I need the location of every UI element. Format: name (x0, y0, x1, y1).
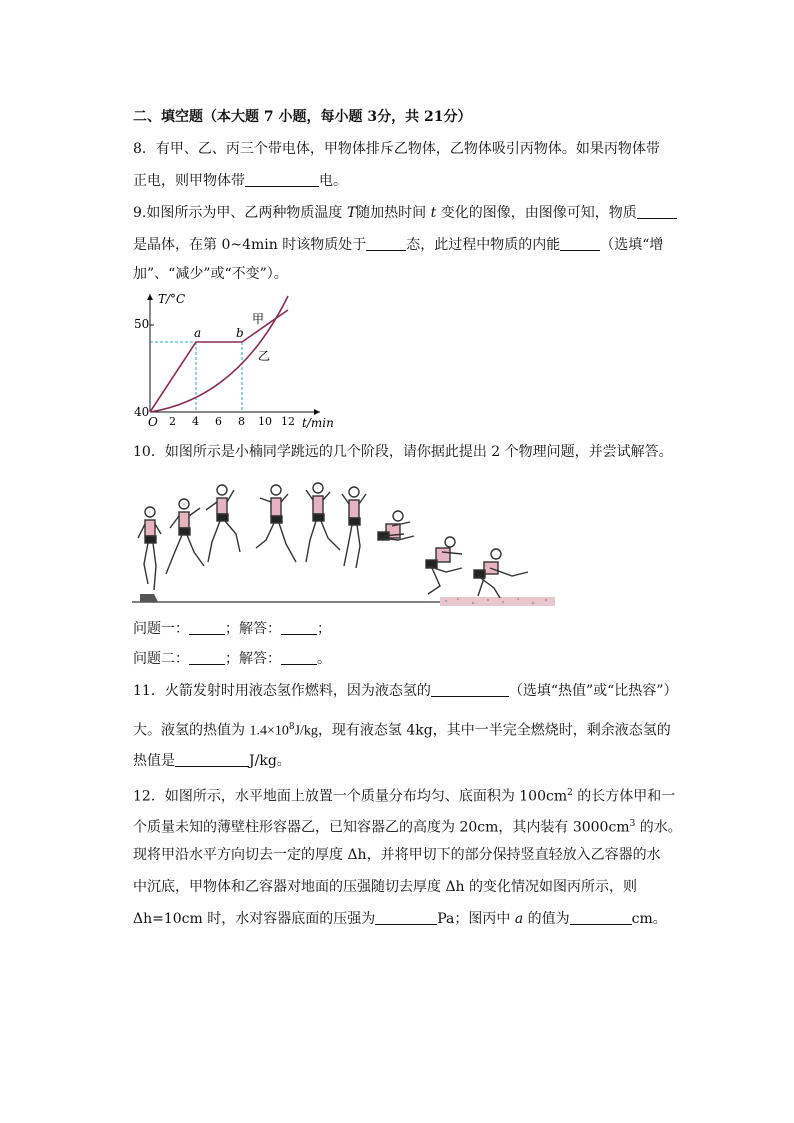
curve-yi-label: 乙 (258, 349, 271, 363)
q12-line-1 (133, 784, 675, 806)
jumper-figure-1 (138, 507, 161, 590)
q12-blank-2[interactable] (570, 910, 632, 925)
q10-question-1 (133, 620, 331, 638)
q9-blank-1[interactable] (637, 204, 677, 219)
q10-q1-blank[interactable] (189, 620, 225, 635)
q9-line-3: 加”、“减少”或“不变”）。 (133, 266, 288, 282)
point-b-label: b (236, 326, 244, 340)
q8-answer-blank[interactable] (245, 172, 319, 187)
q12-text-e: Δh=10cm 时，水对容器底面的压强为 (133, 911, 376, 927)
y-tick-50: 50 (134, 317, 150, 331)
q12-text-a: 12．如图所示，水平地面上放置一个质量分布均匀、底面积为 100cm (133, 788, 568, 805)
x-tick-4: 4 (192, 415, 199, 428)
q11-text-e: 热值是 (133, 753, 175, 769)
q10-a2-end: 。 (317, 651, 331, 667)
q11-line-1 (133, 682, 677, 700)
origin-label: O (148, 415, 158, 429)
jumper-figure-4 (256, 485, 296, 562)
q10-line-1: 10．如图所示是小楠同学跳远的几个阶段，请你据此提出 2 个物理问题，并尝试解答。 (133, 444, 673, 460)
q12-line-4: 中沉底，甲物体和乙容器对地面的压强随切去厚度 Δh 的变化情况如图丙所示，则 (133, 879, 638, 895)
q12-line-2 (133, 815, 682, 837)
x-tick-10: 10 (258, 415, 272, 428)
x-axis-label: t/min (302, 416, 334, 430)
q12-blank-1[interactable] (375, 910, 437, 925)
q12-text-b: 的长方体甲和一 (572, 788, 676, 805)
curve-jia-label: 甲 (252, 312, 265, 326)
q12-line-3: 现将甲沿水平方向切去一定的厚度 Δh，并将甲切下的部分保持竖直轻放入乙容器的水 (133, 847, 661, 863)
jumper-figure-8 (426, 537, 462, 594)
jumper-figure-2 (166, 499, 204, 574)
q9-line-1 (133, 204, 677, 222)
jumper-figure-7 (378, 511, 414, 540)
q9-text-c: 变化的图像，由图像可知，物质 (436, 205, 637, 221)
q9-var-t: t (430, 205, 437, 221)
q12-line-5 (133, 910, 667, 928)
q12-exp-3: 3 (629, 819, 636, 829)
q8-line-1: 8．有甲、乙、丙三个带电体，甲物体排斥乙物体，乙物体吸引丙物体。如果丙物体带 (133, 141, 660, 157)
q10-a2-label: ；解答： (225, 651, 281, 667)
q12-text-d: 的水。 (635, 819, 682, 836)
q10-a2-blank[interactable] (281, 650, 317, 665)
q11-text-b: （选填“热值”或“比热容”） (508, 683, 678, 699)
q11-blank-1[interactable] (431, 682, 509, 697)
q9-text-b: 随加热时间 (356, 205, 431, 221)
x-tick-12: 12 (281, 415, 295, 428)
q12-text-g: 的值为 (523, 911, 570, 927)
q11-heat-value: 1.4×10 (249, 723, 289, 739)
q9-text-e: 态，此过程中物质的内能 (406, 237, 561, 253)
q11-line-3 (133, 752, 291, 770)
y-tick-40: 40 (134, 405, 150, 419)
q10-q1-label: 问题一： (133, 621, 189, 637)
q8-text-b: 电。 (319, 173, 347, 189)
q9-blank-3[interactable] (560, 236, 600, 251)
q9-var-T: T (346, 205, 357, 221)
x-tick-8: 8 (238, 415, 245, 428)
section-title: 二、填空题（本大题 7 小题，每小题 3分，共 21分） (133, 109, 472, 125)
q11-text-a: 11．火箭发射时用液态氢作燃料，因为液态氢的 (133, 683, 431, 699)
q12-text-h: cm。 (631, 911, 667, 927)
jumper-figure-3 (206, 485, 240, 562)
q12-text-c: 个质量未知的薄壁柱形容器乙，已知容器乙的高度为 20cm，其内装有 3000cm (133, 819, 630, 836)
q9-text-f: （选填“增 (600, 237, 664, 253)
q10-a1-label: ；解答： (225, 621, 281, 637)
q11-heat-unit: J/kg (294, 723, 318, 739)
q9-text-a: 9.如图所示为甲、乙两种物质温度 (133, 205, 347, 221)
point-a-label: a (194, 326, 202, 340)
q9-line-2 (133, 236, 663, 254)
x-tick-2: 2 (169, 415, 176, 428)
q11-text-c: 大。液氢的热值为 (133, 722, 250, 739)
temperature-time-graph (128, 288, 334, 430)
takeoff-board (140, 594, 158, 602)
x-tick-6: 6 (215, 415, 222, 428)
q11-text-d: ，现有液态氢 4kg，其中一半完全燃烧时，剩余液态氢的 (317, 722, 671, 739)
q12-var-a: a (514, 911, 524, 927)
q12-exp-2: 2 (567, 788, 573, 798)
q11-line-2 (133, 718, 671, 741)
q11-blank-2[interactable] (175, 752, 249, 767)
q9-blank-2[interactable] (366, 236, 406, 251)
q10-a1-end: ； (317, 621, 331, 637)
y-axis-label: T/°C (158, 292, 186, 306)
long-jump-illustration (128, 476, 558, 608)
jumper-figure-9 (474, 549, 528, 598)
jumper-figure-6 (342, 487, 366, 568)
jumper-figures (138, 483, 528, 598)
q10-q2-blank[interactable] (189, 650, 225, 665)
q11-heat-exponent: 8 (288, 722, 295, 732)
q9-text-d: 是晶体，在第 0~4min 时该物质处于 (133, 237, 367, 253)
q8-line-2 (133, 172, 347, 190)
q10-question-2 (133, 650, 331, 668)
q8-text-a: 正电，则甲物体带 (133, 173, 245, 189)
q11-text-f: J/kg。 (249, 753, 291, 769)
q10-q2-label: 问题二： (133, 651, 189, 667)
q12-text-f: Pa；图丙中 (437, 911, 515, 927)
q10-a1-blank[interactable] (281, 620, 317, 635)
jumper-figure-5 (306, 483, 340, 562)
